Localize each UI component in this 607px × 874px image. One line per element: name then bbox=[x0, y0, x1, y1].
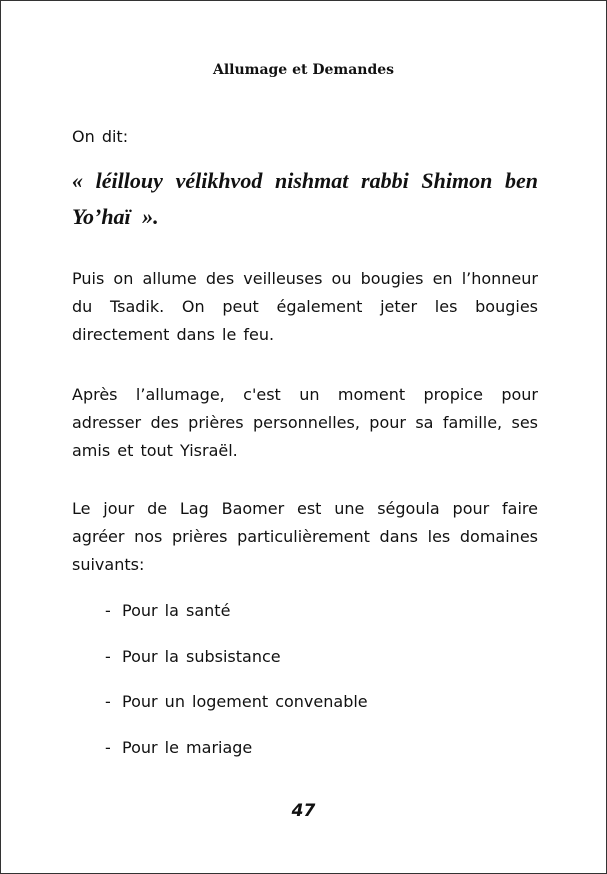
domains-list bbox=[105, 597, 368, 779]
paragraph-2: Après l’allumage, c'est un moment propice pour adresser des prières personnelles, pour sa famille, ses amis et tout Yisraël. bbox=[72, 385, 538, 460]
list-item-label: Pour un logement convenable bbox=[122, 692, 368, 711]
list-item-label: Pour la santé bbox=[122, 601, 231, 620]
paragraph-1: Puis on allume des veilleuses ou bougies en l’honneur du Tsadik. On peut également jeter les bougies directement dans le feu. bbox=[72, 269, 538, 344]
list-dash: - bbox=[105, 646, 111, 666]
list-dash: - bbox=[105, 692, 111, 711]
list-dash: - bbox=[105, 737, 111, 757]
list-item bbox=[105, 734, 368, 780]
intro-text: On dit: bbox=[72, 127, 129, 146]
page-number: 47 bbox=[291, 801, 316, 821]
list-dash: - bbox=[105, 601, 111, 620]
list-item bbox=[105, 688, 368, 734]
list-item bbox=[105, 597, 368, 643]
quote-text: « léillouy vélikhvod nishmat rabbi Shimon ben Yo’haï ». bbox=[72, 168, 538, 229]
list-item-label: Pour la subsistance bbox=[122, 646, 281, 666]
paragraph-3: Le jour de Lag Baomer est une ségoula pour faire agréer nos prières particulièrement dans les domaines suivants: bbox=[72, 499, 538, 574]
running-header: Allumage et Demandes bbox=[212, 62, 395, 78]
list-item bbox=[105, 643, 368, 689]
list-item-label: Pour le mariage bbox=[122, 737, 253, 757]
